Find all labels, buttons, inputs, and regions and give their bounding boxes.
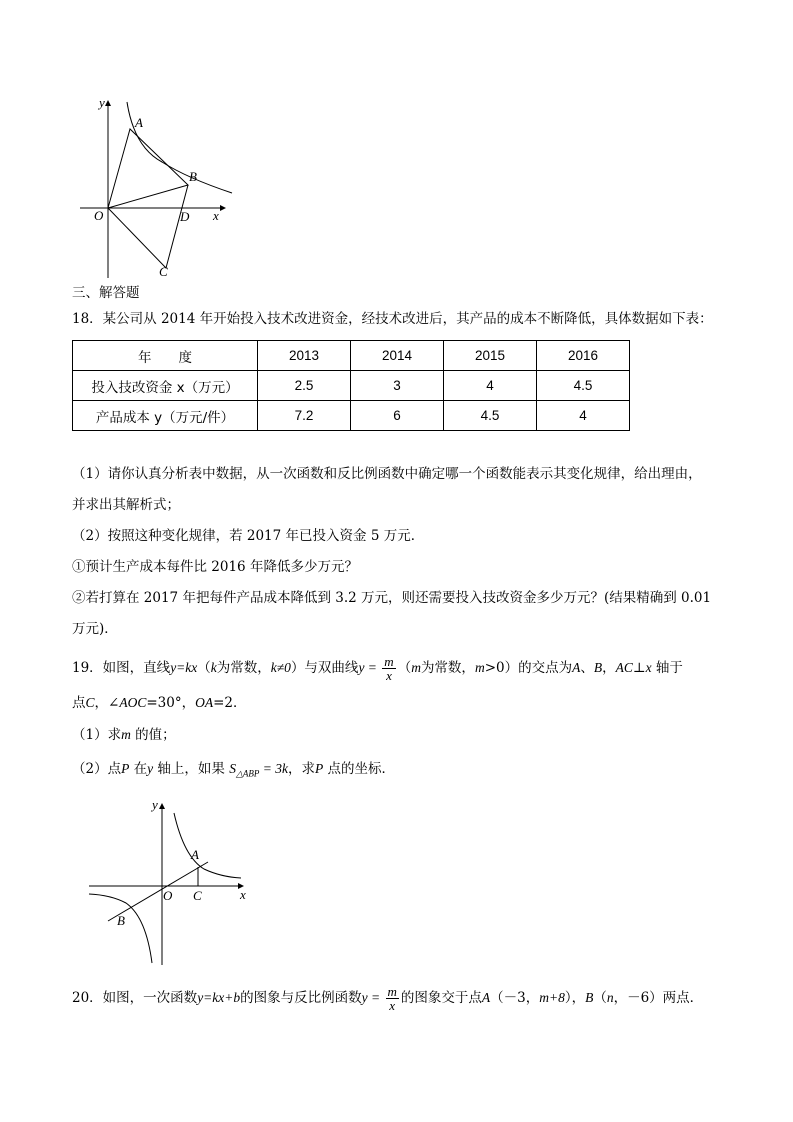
text: （2）点 [72, 761, 122, 777]
label-c: C [159, 264, 168, 279]
equation: y=kx+b [197, 990, 241, 1005]
label-y: y [99, 95, 105, 110]
text: >0）的交点为 [484, 660, 573, 676]
table-row [73, 371, 630, 401]
text: （－3， [490, 990, 540, 1006]
fraction-denominator: x [389, 998, 396, 1013]
table-cell: 2.5 [258, 371, 351, 401]
text: 、 [580, 660, 594, 676]
q18-part2b-line1: ②若打算在 2017 年把每件产品成本降低到 3.2 万元，则还需要投入技改资金多少万元？(结果精确到 0.01 [72, 590, 712, 606]
table-cell: 4 [444, 371, 537, 401]
q18-part2a: ①预计生产成本每件比 2016 年降低多少万元？ [72, 559, 358, 575]
label-x: x [213, 208, 219, 223]
text: 在 [129, 761, 148, 777]
hyperbola-branch-2 [89, 894, 152, 963]
text: （ [593, 990, 607, 1006]
label-o: O [94, 208, 104, 223]
text: =30°， [146, 695, 196, 711]
text: ，∠ [94, 695, 120, 711]
q18-part1-line1: （1）请你认真分析表中数据，从一次函数和反比例函数中确定哪一个函数能表示其变化规律，给出理由， [72, 466, 702, 482]
table-cell: 4 [537, 401, 630, 431]
text: （1）求 [72, 727, 122, 743]
label-x: x [240, 887, 246, 902]
variable: OA [195, 695, 214, 710]
variable: AC [615, 660, 633, 675]
label-b: B [117, 913, 125, 928]
text: =2． [213, 695, 247, 711]
fraction [386, 985, 399, 1012]
variable: x [645, 660, 652, 675]
label-b: B [189, 169, 197, 184]
equation: y = [361, 990, 384, 1005]
text: 的图象交于点 [400, 990, 482, 1006]
text: 轴于 [651, 660, 683, 676]
table-cell: 7.2 [258, 401, 351, 431]
q18-data-table [72, 340, 630, 431]
q19-part1 [72, 725, 176, 745]
equation: y = [358, 660, 381, 675]
x-axis-arrow [220, 205, 226, 211]
variable: n [606, 990, 614, 1005]
label-y: y [152, 797, 158, 812]
figure-2-diagram [86, 795, 256, 970]
text: 点 [72, 695, 86, 711]
text: ，－6）两点． [613, 990, 704, 1006]
table-cell: 4.5 [444, 401, 537, 431]
label-c: C [193, 888, 202, 903]
variable: B [585, 990, 594, 1005]
table-cell: 6 [351, 401, 444, 431]
table-cell: 3 [351, 371, 444, 401]
label-o: O [163, 888, 173, 903]
table-cell: 2015 [444, 341, 537, 371]
triangle-oab [108, 129, 188, 208]
text: ）与双曲线 [290, 660, 359, 676]
text: （ [397, 660, 412, 676]
q18-part2b-line2: 万元)． [72, 621, 118, 637]
text: ，求 [288, 761, 316, 777]
y-axis-arrow [159, 803, 165, 809]
text: 19．如图，直线 [72, 660, 171, 676]
variable: AOC [119, 695, 147, 710]
q18-part2: （2）按照这种变化规律，若 2017 年已投入资金 5 万元． [72, 528, 425, 544]
text: ， [602, 660, 616, 676]
text: 20．如图，一次函数 [72, 990, 198, 1006]
fraction [382, 655, 395, 682]
section-title: 三、解答题 [72, 285, 140, 301]
q19-line1 [72, 654, 683, 682]
table-cell: 4.5 [537, 371, 630, 401]
q19-part2 [72, 759, 395, 784]
table-row [73, 341, 630, 371]
area-symbol: S [229, 761, 236, 776]
fraction-numerator: m [387, 984, 397, 999]
table-row [73, 401, 630, 431]
variable: A [481, 990, 491, 1005]
label-a: A [135, 115, 143, 130]
variable: m+8 [539, 990, 565, 1005]
equation: = 3k [259, 761, 289, 776]
label-a: A [191, 847, 199, 862]
label-d: D [180, 209, 190, 224]
table-cell: 2014 [351, 341, 444, 371]
variable: k [210, 660, 217, 675]
table-row-header: 投入技改资金 x（万元） [73, 371, 258, 401]
variable: y [147, 761, 154, 776]
text: 为常数， [216, 660, 271, 676]
hyperbola-branch-1 [174, 813, 241, 878]
variable: B [593, 660, 603, 675]
variable: m [411, 660, 421, 675]
q18-stem: 18．某公司从 2014 年开始投入技术改进资金，经技术改进后，其产品的成本不断降低，具体数据如下表： [72, 311, 713, 327]
table-cell: 2016 [537, 341, 630, 371]
fraction-denominator: x [386, 668, 392, 683]
y-axis-arrow [105, 100, 111, 106]
text: 的图象与反比例函数 [240, 990, 362, 1006]
variable: k≠0 [270, 660, 291, 675]
variable: A [572, 660, 581, 675]
equation: y=kx [170, 660, 198, 675]
variable: m [474, 660, 485, 675]
variable: P [315, 761, 324, 776]
variable: m [121, 727, 131, 742]
table-cell: 2013 [258, 341, 351, 371]
text: 的值； [130, 727, 176, 743]
text: 点的坐标． [323, 761, 396, 777]
table-row-header: 年 度 [73, 341, 258, 371]
table-row-header: 产品成本 y（万元/件） [73, 401, 258, 431]
q18-part1-line2: 并求出其解析式； [72, 497, 180, 513]
text: （ [197, 660, 211, 676]
text: 轴上，如果 [153, 761, 230, 777]
text: ⊥ [632, 660, 646, 676]
area-subscript: △ABP [235, 768, 260, 779]
q20-line1 [72, 984, 703, 1012]
figure-1-diagram [72, 92, 242, 282]
text: ）， [564, 990, 586, 1006]
q19-line2 [72, 693, 246, 713]
variable: C [85, 695, 95, 710]
fraction-numerator: m [384, 654, 394, 669]
triangle-obc [108, 185, 188, 268]
variable: P [121, 761, 130, 776]
text: 为常数， [420, 660, 475, 676]
